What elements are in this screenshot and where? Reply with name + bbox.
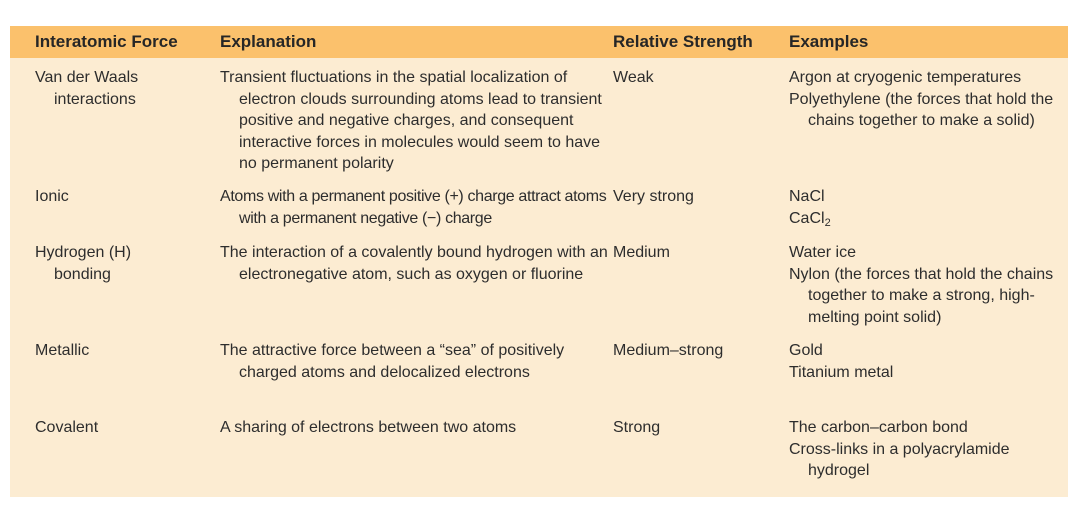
example-item: CaCl$_2$ (789, 209, 831, 229)
example-item: The carbon–carbon bond (789, 419, 968, 436)
examples-cell (789, 67, 1059, 132)
explanation-cell: A sharing of electrons between two atoms (220, 419, 517, 436)
force-name-cell: Van der Waals interactions (35, 69, 139, 108)
examples-cell (789, 340, 1059, 383)
force-name-cell: Covalent (35, 419, 99, 436)
strength-cell: Medium–strong (613, 342, 724, 359)
example-item: Polyethylene (the forces that hold the chains together to make a solid) (789, 90, 1054, 129)
example-item: Nylon (the forces that hold the chains together to make a strong, high-melting point solid) (789, 265, 1054, 326)
example-item: NaCl (789, 188, 825, 205)
strength-cell: Weak (613, 69, 654, 86)
example-item: Water ice (789, 244, 856, 261)
header-explanation: Explanation (220, 32, 317, 51)
strength-cell: Strong (613, 419, 661, 436)
header-interatomic-force: Interatomic Force (35, 32, 178, 51)
strength-cell: Very strong (613, 188, 694, 205)
example-item: Titanium metal (789, 363, 894, 381)
example-item: Cross-links in a polyacrylamide hydrogel (789, 440, 1010, 479)
force-name-cell: Metallic (35, 342, 90, 359)
examples-cell (789, 186, 1059, 229)
interatomic-forces-table (10, 26, 1068, 497)
force-name-cell: Ionic (35, 188, 69, 205)
example-item: Gold (789, 342, 823, 359)
example-item: Argon at cryogenic temperatures (789, 69, 1022, 86)
examples-cell (789, 242, 1059, 328)
explanation-cell: The interaction of a covalently bound hydrogen with an electronegative atom, such as oxygen or fluorine (220, 244, 608, 283)
explanation-cell: Transient fluctuations in the spatial localization of electron clouds surrounding atoms lead to transient positive and negative charges, and consequent interactive forces in molecules would seem to have no permanent polarity (220, 69, 602, 172)
explanation-cell: Atoms with a permanent positive (+) charge attract atoms with a permanent negative (−) charge (220, 188, 607, 227)
header-relative-strength: Relative Strength (613, 32, 753, 51)
table-header-row (10, 26, 1068, 58)
examples-cell (789, 417, 1039, 482)
explanation-cell: The attractive force between a “sea” of positively charged atoms and delocalized electrons (220, 342, 565, 381)
strength-cell: Medium (613, 244, 670, 261)
header-examples: Examples (789, 32, 869, 51)
force-name-cell: Hydrogen (H) bonding (35, 244, 132, 283)
